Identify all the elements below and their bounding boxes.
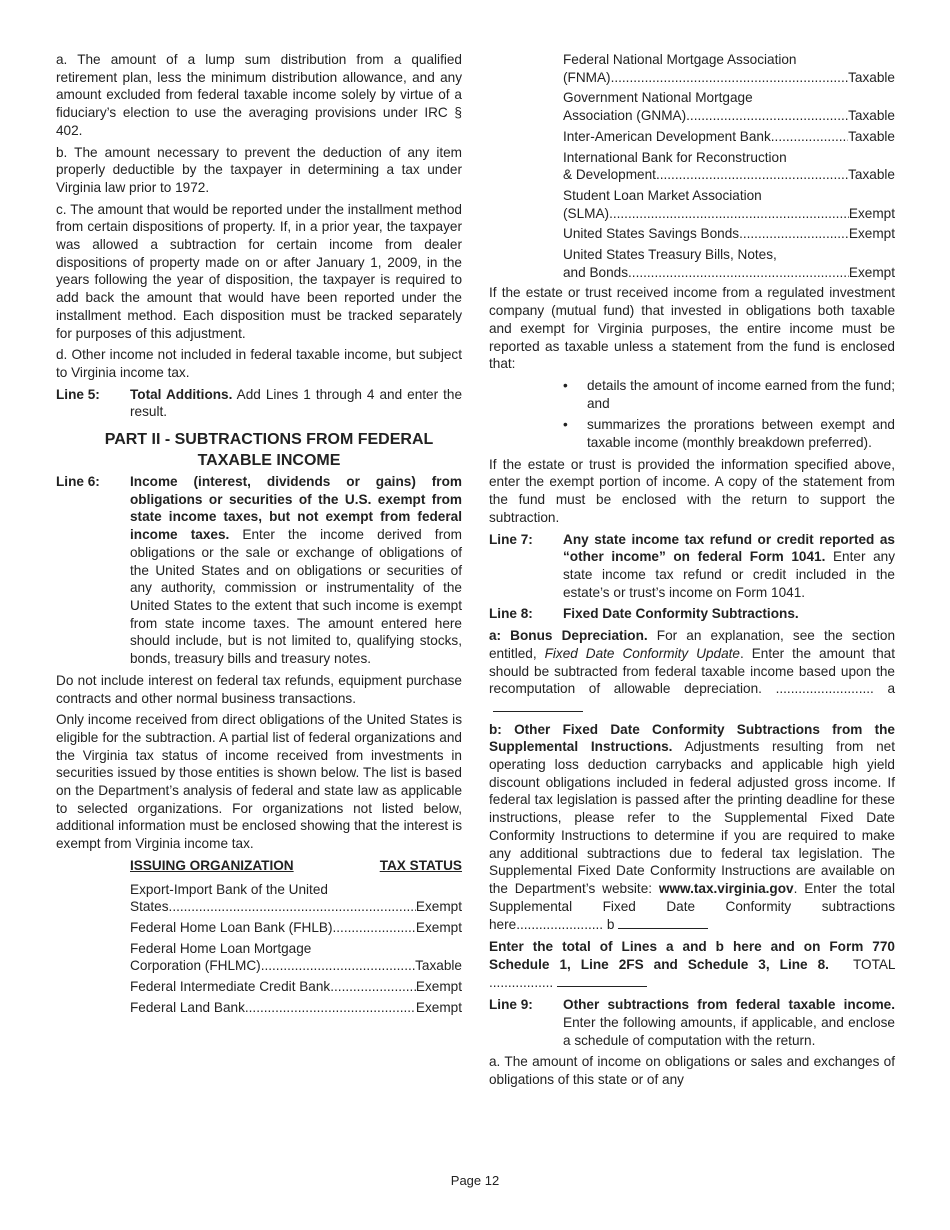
organization-row: Federal Home Loan Mortgage Corporation (FHLMC) ..... Taxable xyxy=(130,940,462,975)
line-8-total-field[interactable] xyxy=(557,973,647,987)
line-5 xyxy=(56,386,462,421)
line-8a: a: Bonus Depreciation. For an explanation, see the section entitled, Fixed Date Conformity Update. Enter the amount that should be subtracted from federal taxable income based upon the recomputation of allowable depreciation. .......................... a xyxy=(489,627,895,717)
issuing-organization-header: ISSUING ORGANIZATION xyxy=(130,857,294,873)
organization-row: Export-Import Bank of the United States ..... Exempt xyxy=(130,881,462,916)
mutual-fund-paragraph: If the estate or trust received income from a regulated investment company (mutual fund) that invested in obligations both taxable and exempt for Virginia purposes, the entire income must be reported as taxable unless a statement from the fund is enclosed that: xyxy=(489,285,895,372)
organization-row: Inter-American Development Bank ..... Taxable xyxy=(563,128,895,146)
organization-list-left xyxy=(130,881,462,1017)
additions-item-c: c. The amount that would be reported under the installment method from certain dispositions of property. If, in a prior year, the taxpayer was allowed a subtraction for certain income from dealer dispositions of property made on or after January 1, 2009, in the years following the year of disposition, the taxpayer is required to add back the amount that would have been reported under the installment method. Each disposition must be tracked separately for purposes of this adjustment. xyxy=(56,201,462,341)
additions-item-b: b. The amount necessary to prevent the deduction of any item properly deductible by the taxpayer in determining a tax under Virginia law prior to 1972. xyxy=(56,144,462,195)
bullet-item: • details the amount of income earned from the fund; and xyxy=(563,377,895,411)
line-7 xyxy=(489,531,895,602)
right-column xyxy=(489,51,895,1093)
line-7-label: Line 7: xyxy=(489,531,533,547)
line-9-body: Other subtractions from federal taxable income. Enter the following amounts, if applicable, and enclose a schedule of computation with the return. xyxy=(563,997,895,1048)
line-8-label: Line 8: xyxy=(489,606,533,622)
no-interest-paragraph: Do not include interest on federal tax refunds, equipment purchase contracts and other normal business transactions. xyxy=(56,672,462,706)
line-9-label: Line 9: xyxy=(489,997,533,1013)
organization-row: Government National Mortgage Association (GNMA) ..... Taxable xyxy=(563,89,895,124)
page-number: Page 12 xyxy=(450,1173,500,1188)
line-9a: a. The amount of income on obligations or sales and exchanges of obligations of this state or of any xyxy=(489,1054,895,1087)
line-8-total: Enter the total of Lines a and b here and on Form 770 Schedule 1, Line 2FS and Schedule 3, Line 8. TOTAL ................. xyxy=(489,939,895,991)
organization-row: United States Savings Bonds ..... Exempt xyxy=(563,225,895,243)
additions-item-d: d. Other income not included in federal taxable income, but subject to Virginia income tax. xyxy=(56,347,462,380)
bullet-item: • summarizes the prorations between exempt and taxable income (monthly breakdown preferred). xyxy=(563,417,895,451)
line-8a-entry-field[interactable] xyxy=(493,698,583,712)
line-6-body: Income (interest, dividends or gains) from obligations or securities of the U.S. exempt from state income taxes, but not exempt from federal income taxes. Enter the income derived from obligations or the sale or exchange of obligations of the United States and on obligations or securities of any authority, commission or instrumentality of the United States to the extent that such income is exempt from state income taxes. The amount entered here should include, but is not limited to, qualifying stocks, bonds, treasury bills and treasury notes. xyxy=(130,474,462,667)
line-5-body: Total Additions. Add Lines 1 through 4 and enter the result. xyxy=(130,386,463,420)
exempt-portion-paragraph: If the estate or trust is provided the information specified above, enter the exempt portion of income. A copy of the statement from the fund must be enclosed with the return to support the subtraction. xyxy=(489,456,895,525)
organization-row: International Bank for Reconstruction & Development ..... Taxable xyxy=(563,149,895,184)
tax-website-link[interactable]: www.tax.virginia.gov xyxy=(658,880,794,896)
line-5-label: Line 5: xyxy=(56,386,100,402)
organization-table-header xyxy=(130,857,462,875)
organization-row: United States Treasury Bills, Notes, and Bonds ..... Exempt xyxy=(563,246,895,281)
bullet-icon: • xyxy=(563,417,568,433)
organization-row: Student Loan Market Association (SLMA) ..... Exempt xyxy=(563,187,895,222)
part-2-heading: PART II - SUBTRACTIONS FROM FEDERAL TAXABLE INCOME xyxy=(104,431,434,470)
organization-row: Federal National Mortgage Association (FNMA) ..... Taxable xyxy=(563,51,895,86)
organization-row: Federal Land Bank ..... Exempt xyxy=(130,999,462,1017)
left-column xyxy=(56,51,462,1019)
line-6-label: Line 6: xyxy=(56,474,100,490)
direct-obligations-paragraph: Only income received from direct obligations of the United States is eligible for the subtraction. A partial list of federal organizations and the Virginia tax status of income received from investments in securities issued by those entities is shown below. The list is based on the Department’s analysis of federal and state law as applicable to selected organizations. For organizations not listed below, additional information must be enclosed showing that the interest is exempt from Virginia income tax. xyxy=(56,712,462,852)
line-8-body: Fixed Date Conformity Subtractions. xyxy=(563,606,799,622)
organization-list-right xyxy=(563,51,895,281)
line-9 xyxy=(489,996,895,1049)
line-6 xyxy=(56,473,462,668)
tax-status-header: TAX STATUS xyxy=(379,857,462,873)
organization-row: Federal Intermediate Credit Bank ..... Exempt xyxy=(130,978,462,996)
organization-row: Federal Home Loan Bank (FHLB) ..... Exempt xyxy=(130,919,462,937)
bullet-list xyxy=(563,377,895,452)
line-7-body: Any state income tax refund or credit reported as “other income” on federal Form 1041. Enter any state income tax refund or credit included in the estate’s or trust’s income on Form 1041. xyxy=(563,531,895,600)
line-8b: b: Other Fixed Date Conformity Subtractions from the Supplemental Instructions. Adjustments resulting from net operating loss deduction carrybacks and applicable high yield discount obligations included in federal adjusted gross income. If federal tax legislation is passed after the printing deadline for these instructions, please refer to the Supplemental Fixed Date Conformity Instructions to determine if you are required to make any additional subtractions due to federal tax legislation. The Supplemental Fixed Date Conformity Instructions are available on the Department’s website: www.tax.virginia.gov. Enter the total Supplemental Fixed Date Conformity subtractions here....................... b xyxy=(489,721,896,933)
line-8 xyxy=(489,605,895,623)
bullet-icon: • xyxy=(563,377,568,393)
additions-item-a: a. The amount of a lump sum distribution from a qualified retirement plan, less the minimum distribution allowance, and any amount excluded from federal taxable income solely by virtue of a fiduciary’s election to use the averaging provisions under IRC § 402. xyxy=(56,52,462,138)
line-8b-entry-field[interactable] xyxy=(618,915,708,929)
